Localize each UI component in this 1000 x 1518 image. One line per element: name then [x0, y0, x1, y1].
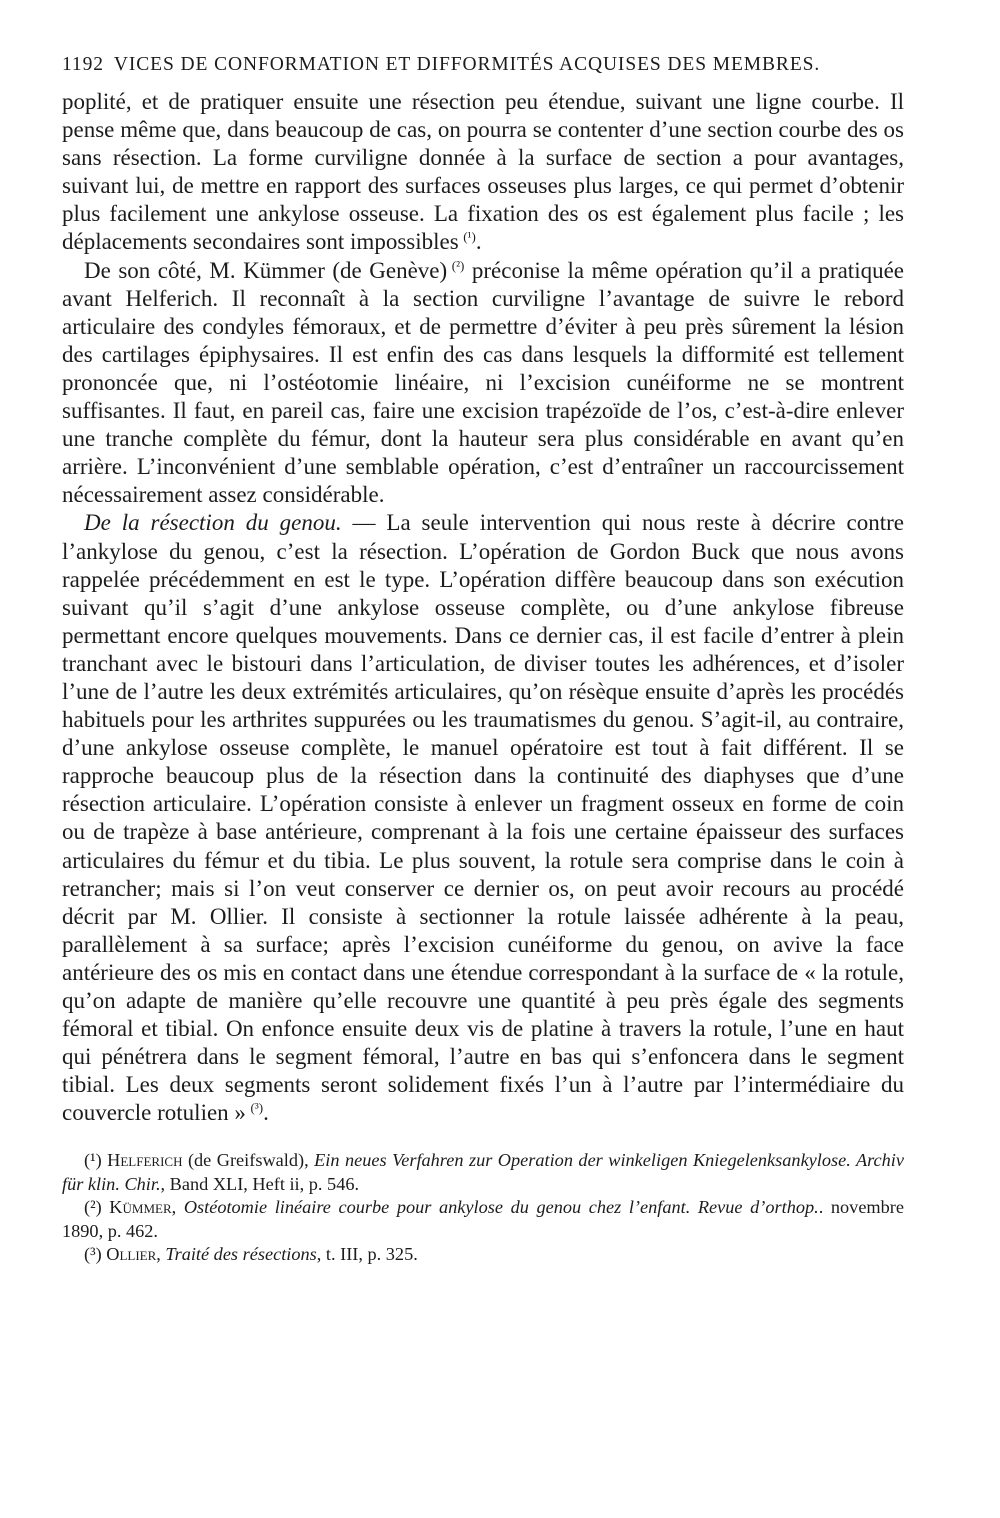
body-text	[62, 88, 904, 1127]
footnote-2	[62, 1196, 904, 1243]
footnote-3	[62, 1243, 904, 1266]
running-head	[62, 50, 904, 80]
footnote-text: , Band XLI, Heft ii, p. 546.	[160, 1173, 360, 1194]
footnote-author: Ollier	[106, 1244, 157, 1265]
heading-dash: —	[341, 510, 387, 536]
paragraph-2	[62, 257, 904, 510]
footnote-title: Ein neues Verfahren zur Operation der winkeligen Kniegelenksankylose. Archiv für klin. Chir.	[62, 1150, 905, 1194]
paragraph-tail: .	[263, 1100, 269, 1126]
footnote-ref-2: (²)	[451, 257, 465, 273]
page-number: 1192	[62, 54, 104, 75]
footnote-text: . novembre 1890, p. 462.	[62, 1197, 904, 1241]
running-title: VICES DE CONFORMATION ET DIFFORMITÉS ACQUISES DES MEMBRES.	[113, 54, 821, 75]
footnotes	[62, 1149, 904, 1266]
paragraph-text: préconise la même opération qu’il a pratiquée avant Helferich. Il reconnaît à la section curviligne l’avantage de suivre le rebord articulaire des condyles fémoraux, et de permettre d’éviter à peu près sûrement la lésion des cartilages épiphysaires. Il est enfin des cas dans lesquels la difformité est tellement prononcée que, ni l’ostéotomie linéaire, ni l’excision cunéiforme ne se montrent suffisantes. Il faut, en pareil cas, faire une excision trapézoïde de l’os, c’est-à-dire enlever une tranche complète du fémur, dont la hauteur sera plus considérable en avant qu’en arrière. L’inconvénient d’une semblable opération, c’est d’entraîner un raccourcissement nécessairement assez considérable.	[62, 257, 905, 508]
footnote-text: ,	[156, 1244, 166, 1265]
paragraph-1	[62, 88, 904, 257]
footnote-text: , t. III, p. 325.	[316, 1244, 418, 1265]
footnote-mark: (²)	[84, 1197, 102, 1218]
section-heading: De la résection du genou.	[84, 510, 342, 536]
footnote-mark: (³)	[84, 1244, 102, 1265]
paragraph-text: poplité, et de pratiquer ensuite une résection peu étendue, suivant une ligne courbe. Il pense même que, dans beaucoup de cas, on pourra se contenter d’une section courbe des os sans résection. La forme curviligne donnée à la surface de section a pour avantages, suivant lui, de mettre en rapport des surfaces osseuses plus larges, ce qui permet d’obtenir plus facilement une ankylose osseuse. La fixation des os est également plus facile ; les déplacements secondaires sont impossibles	[62, 89, 904, 255]
footnote-ref-3: (³)	[250, 1100, 264, 1116]
footnote-1	[62, 1149, 904, 1196]
footnote-text: ,	[171, 1197, 184, 1218]
paragraph-3	[62, 509, 904, 1127]
footnote-title: Traité des résections	[165, 1244, 317, 1265]
paragraph-text: La seule intervention qui nous reste à décrire contre l’ankylose du genou, c’est la résection. L’opération de Gordon Buck que nous avons rappelée précédemment en est le type. L’opération diffère beaucoup dans son exécution suivant qu’il s’agit d’une ankylose osseuse complète, ou d’une ankylose fibreuse permettant encore quelques mouvements. Dans ce dernier cas, il est facile d’entrer à plein tranchant avec le bistouri dans l’articulation, de diviser toutes les adhérences, et d’isoler l’une de l’autre les deux extrémités articulaires, qu’on résèque ensuite d’après les procédés habituels pour les arthrites suppurées ou les traumatismes du genou. S’agit-il, au contraire, d’une ankylose osseuse complète, le manuel opératoire est tout à fait différent. Il se rapproche beaucoup plus de la résection dans la continuité des diaphyses que d’une résection articulaire. L’opération consiste à enlever un fragment osseux en forme de coin ou de trapèze à base antérieure, comprenant à la fois une certaine épaisseur des surfaces articulaires du fémur et du tibia. Le plus souvent, la rotule sera comprise dans le coin à retrancher; mais si l’on veut conserver ce dernier os, on peut avoir recours au procédé décrit par M. Ollier. Il consiste à sectionner la rotule laissée adhérente à la peau, parallèlement à sa surface; après l’excision cunéiforme du genou, on avive la face antérieure des os mis en contact dans une étendue correspondant à la surface de « la rotule, qu’on adapte de manière qu’elle recouvre une quantité à peu près égale des segments fémoral et tibial. On enfonce ensuite deux vis de platine à travers la rotule, l’une en haut qui pénétrera dans le segment fémoral, l’autre en bas qui s’enfoncera dans le segment tibial. Les deux segments seront solidement fixés l’un à l’autre par l’intermédiaire du couvercle rotulien »	[62, 510, 905, 1126]
footnote-text: (de Greifswald),	[182, 1150, 315, 1171]
book-page	[62, 50, 904, 1267]
footnote-author: Helferich	[107, 1150, 183, 1171]
footnote-author: Kümmer	[109, 1197, 172, 1218]
footnote-title: Ostéotomie linéaire courbe pour ankylose du genou chez l’enfant. Revue d’orthop.	[183, 1197, 819, 1218]
footnote-ref-1: (¹)	[463, 229, 476, 245]
paragraph-lead: De son côté, M. Kümmer (de Genève)	[84, 257, 448, 283]
paragraph-tail: .	[475, 229, 482, 255]
footnote-mark: (¹)	[84, 1150, 102, 1171]
